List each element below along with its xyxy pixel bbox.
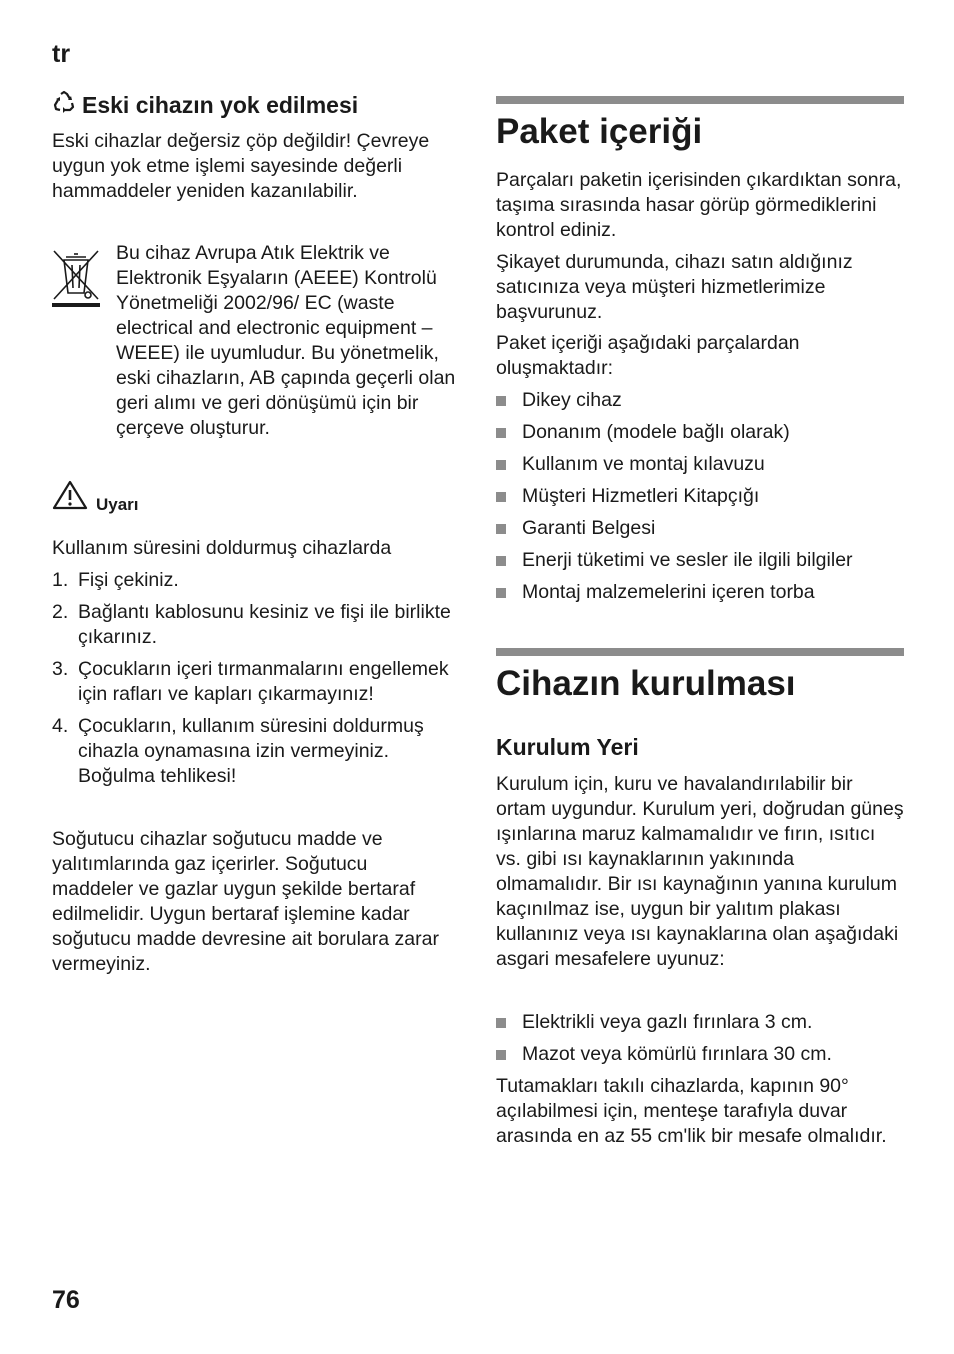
list-item: 1. Fişi çekiniz. [52, 569, 179, 591]
list-item: Enerji tüketimi ve sesler ile ilgili bilgiler [496, 548, 916, 573]
package-p2: Şikayet durumunda, cihazı satın aldığınız satıcınıza veya müşteri hizmetlerimize başvurunuz. [496, 251, 853, 323]
list-item: 3. Çocukların içeri tırmanmalarını engellemek için rafları ve kapları çıkarmayınız! [52, 658, 449, 705]
list-item: Dikey cihaz [496, 388, 916, 413]
recycle-icon [52, 90, 82, 120]
refrigerant-text: Soğutucu cihazlar soğutucu madde ve yalıtımlarında gaz içerirler. Soğutucu maddeler ve gazlar uygun şekilde bertaraf edilmelidir. Uygun bertaraf işlemine kadar soğutucu madde devresine ait borulara zarar vermeyiniz. [52, 828, 439, 975]
language-code: tr [52, 40, 71, 68]
list-item: Mazot veya kömürlü fırınlara 30 cm. [496, 1042, 904, 1067]
warning-triangle-icon [52, 480, 88, 515]
warning-heading [52, 480, 139, 515]
list-item: Müşteri Hizmetleri Kitapçığı [496, 484, 916, 509]
list-item: 4. Çocukların, kullanım süresini doldurmuş cihazla oynamasına izin vermeyiniz. Boğulma tehlikesi! [52, 715, 424, 787]
package-items [496, 388, 916, 612]
page-number: 76 [52, 1286, 80, 1314]
disposal-intro: Eski cihazlar değersiz çöp değildir! Çevreye uygun yok etme işlemi sayesinde değerli hammaddeler yeniden kazanılabilir. [52, 130, 430, 202]
disposal-steps [52, 568, 457, 796]
list-item: 2. Bağlantı kablosunu kesiniz ve fişi ile birlikte çıkarınız. [52, 601, 451, 648]
section-rule [496, 648, 904, 656]
list-item: Elektrikli veya gazlı fırınlara 3 cm. [496, 1010, 904, 1035]
list-item: Garanti Belgesi [496, 516, 916, 541]
install-title: Cihazın kurulması [496, 664, 796, 703]
list-item: Donanım (modele bağlı olarak) [496, 420, 916, 445]
distance-items [496, 1010, 904, 1074]
weee-block [52, 241, 457, 441]
crossed-bin-icon [52, 241, 100, 441]
weee-text: Bu cihaz Avrupa Atık Elektrik ve Elektronik Eşyaların (AEEE) Kontrolü Yönetmeliği 2002/96/ EC (waste electrical and electronic equipment – WEEE) ile uyumludur. Bu yönetmelik, eski cihazların, AB çapında geçerli olan geri alımı ve geri dönüşümü için bir çerçeve oluşturur. [116, 242, 456, 439]
warning-intro: Kullanım süresini doldurmuş cihazlarda [52, 537, 392, 559]
warning-label: Uyarı [96, 495, 139, 514]
disposal-heading [52, 90, 457, 120]
location-p2: Tutamakları takılı cihazlarda, kapının 90° açılabilmesi için, menteşe tarafıyla duvar arasında en az 55 cm'lik bir mesafe olmalıdır. [496, 1075, 887, 1147]
location-title: Kurulum Yeri [496, 734, 639, 760]
package-title: Paket içeriği [496, 112, 703, 151]
list-item: Montaj malzemelerini içeren torba [496, 580, 916, 605]
disposal-title: Eski cihazın yok edilmesi [82, 92, 359, 118]
section-rule [496, 96, 904, 104]
package-p3: Paket içeriği aşağıdaki parçalardan oluşmaktadır: [496, 332, 800, 379]
package-p1: Parçaları paketin içerisinden çıkardıktan sonra, taşıma sırasında hasar görüp görmediklerini kontrol ediniz. [496, 169, 902, 241]
location-p1: Kurulum için, kuru ve havalandırılabilir bir ortam uygundur. Kurulum yeri, doğrudan güneş ışınlarına maruz kalmamalıdır ve fırın, ısıtıcı vs. gibi ısı kaynaklarının yakınında olmamalıdır. Bir ısı kaynağının yanına kurulum kaçınılmaz ise, uygun bir yalıtım plakası kullanınız veya ısı kaynaklarına olan aşağıdaki asgari mesafelere uyunuz: [496, 773, 904, 970]
list-item: Kullanım ve montaj kılavuzu [496, 452, 916, 477]
